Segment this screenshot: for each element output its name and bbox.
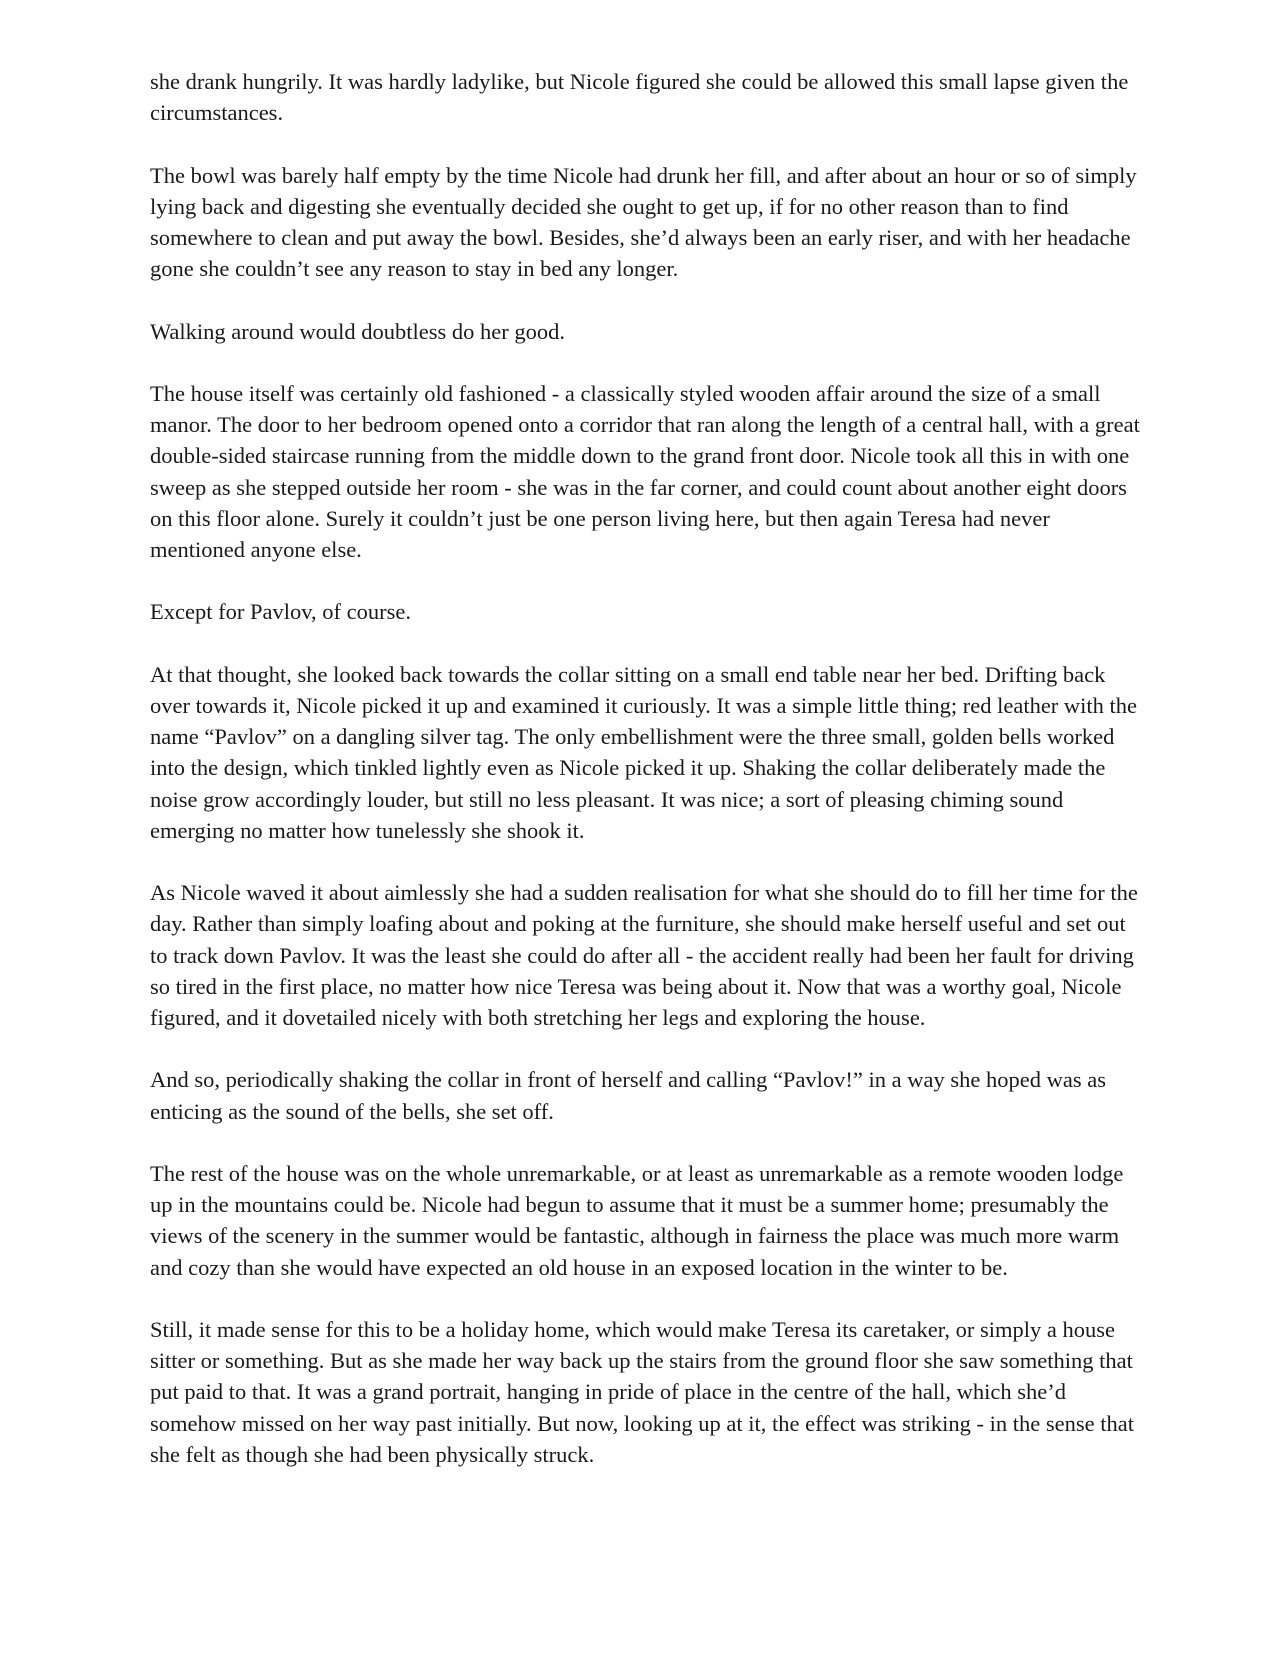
paragraph-1: she drank hungrily. It was hardly ladylike, but Nicole figured she could be allowed this small lapse given the circumstances.: [150, 69, 1129, 126]
paragraph-2: The bowl was barely half empty by the time Nicole had drunk her fill, and after about an hour or so of simply lying back and digesting she eventually decided she ought to get up, if for no other reason than to find somewhere to clean and put away the bowl. Besides, she’d always been an early riser, and with her headache gone she couldn’t see any reason to stay in bed any longer.: [150, 162, 1137, 282]
document-page: [150, 66, 1140, 1470]
paragraph-8: And so, periodically shaking the collar in front of herself and calling “Pavlov!” in a way she hoped was as enticing as the sound of the bells, she set off.: [150, 1067, 1106, 1124]
paragraph-10: Still, it made sense for this to be a holiday home, which would make Teresa its caretaker, or simply a house sitter or something. But as she made her way back up the stairs from the ground floor she saw something that put paid to that. It was a grand portrait, hanging in pride of place in the centre of the hall, which she’d somehow missed on her way past initially. But now, looking up at it, the effect was striking - in the sense that she felt as though she had been physically struck.: [150, 1316, 1135, 1467]
paragraph-3: Walking around would doubtless do her good.: [150, 318, 566, 344]
paragraph-7: As Nicole waved it about aimlessly she had a sudden realisation for what she should do to fill her time for the day. Rather than simply loafing about and poking at the furniture, she should make herself useful and set out to track down Pavlov. It was the least she could do after all - the accident really had been her fault for driving so tired in the first place, no matter how nice Teresa was being about it. Now that was a worthy goal, Nicole figured, and it dovetailed nicely with both stretching her legs and exploring the house.: [150, 880, 1138, 1030]
paragraph-5: Except for Pavlov, of course.: [150, 599, 411, 625]
paragraph-9: The rest of the house was on the whole unremarkable, or at least as unremarkable as a remote wooden lodge up in the mountains could be. Nicole had begun to assume that it must be a summer home; presumably the views of the scenery in the summer would be fantastic, although in fairness the place was much more warm and cozy than she would have expected an old house in an exposed location in the winter to be.: [150, 1160, 1124, 1280]
paragraph-4: The house itself was certainly old fashioned - a classically styled wooden affair around the size of a small manor. The door to her bedroom opened onto a corridor that ran along the length of a central hall, with a great double-sided staircase running from the middle down to the grand front door. Nicole took all this in with one sweep as she stepped outside her room - she was in the far corner, and could count about another eight doors on this floor alone. Surely it couldn’t just be one person living here, but then again Teresa had never mentioned anyone else.: [150, 380, 1140, 562]
paragraph-6: At that thought, she looked back towards the collar sitting on a small end table near her bed. Drifting back over towards it, Nicole picked it up and examined it curiously. It was a simple little thing; red leather with the name “Pavlov” on a dangling silver tag. The only embellishment were the three small, golden bells worked into the design, which tinkled lightly even as Nicole picked it up. Shaking the collar deliberately made the noise grow accordingly louder, but still no less pleasant. It was nice; a sort of pleasing chiming sound emerging no matter how tunelessly she shook it.: [150, 661, 1138, 843]
